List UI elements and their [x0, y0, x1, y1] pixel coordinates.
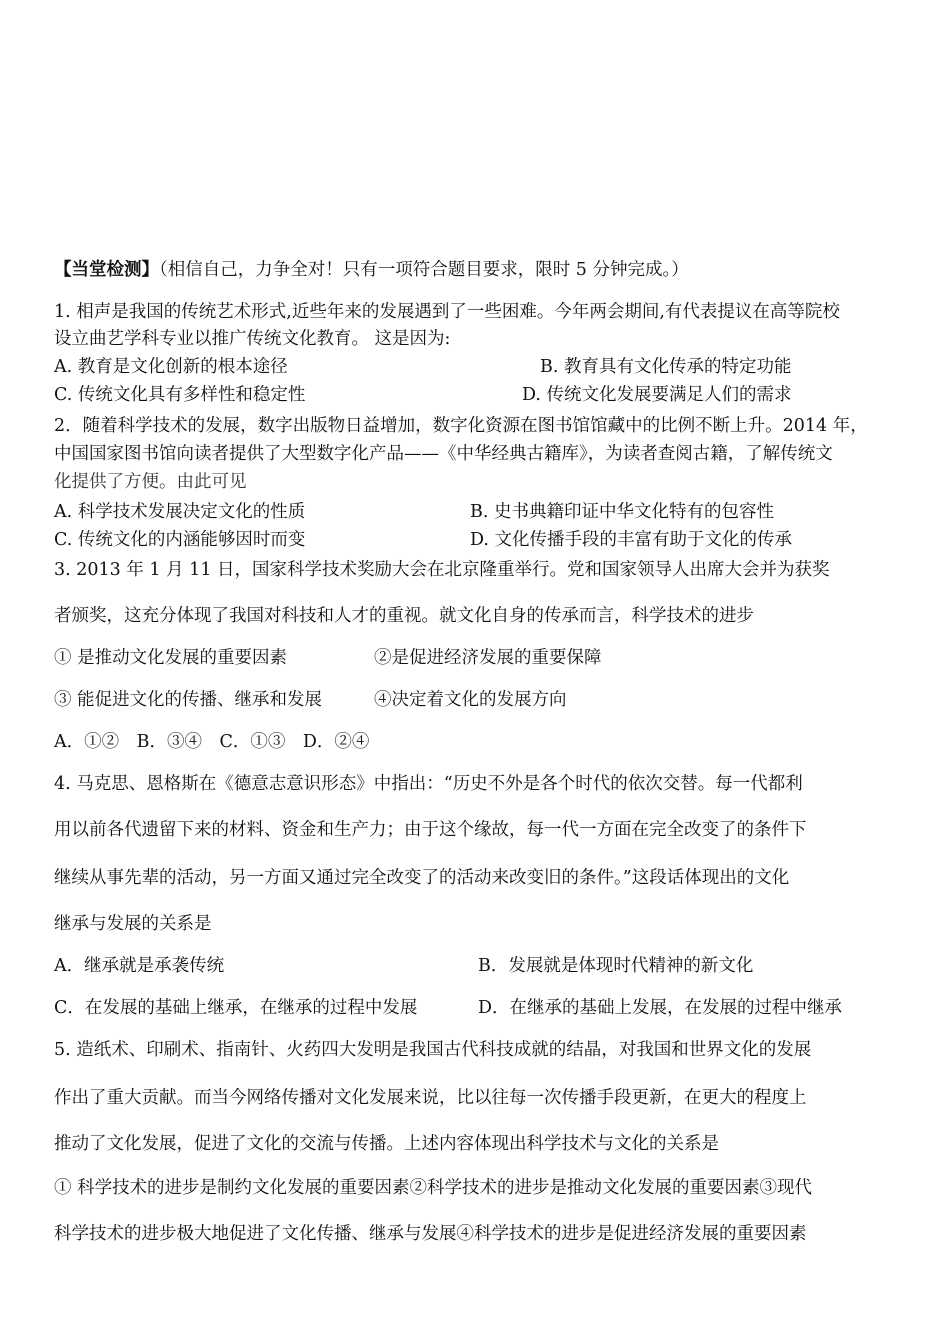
q4-option-a: A．继承就是承袭传统	[54, 956, 225, 976]
q1-option-d: D. 传统文化发展要满足人们的需求	[522, 385, 792, 405]
q5-stem-line: 科学技术的进步极大地促进了文化传播、继承与发展④科学技术的进步是促进经济发展的重要因素	[54, 1224, 807, 1244]
q5-stem-line: ① 科学技术的进步是制约文化发展的重要因素②科学技术的进步是推动文化发展的重要因素③现代	[54, 1178, 813, 1198]
q4-stem-line: 继续从事先辈的活动，另一方面又通过完全改变了的活动来改变旧的条件。”这段话体现出的文化	[54, 868, 790, 888]
q1-stem-line: 设立曲艺学科专业以推广传统文化教育。 这是因为:	[54, 329, 451, 349]
q2-option-a: A. 科学技术发展决定文化的性质	[54, 502, 306, 522]
q2-stem-line: 化提供了方便。由此可见	[54, 472, 247, 492]
section-header	[54, 258, 689, 282]
q4-stem-line: 用以前各代遗留下来的材料、资金和生产力；由于这个缘故，每一代一方面在完全改变了的条件下	[54, 820, 807, 840]
section-title: 【当堂检测】	[54, 260, 159, 280]
q1-option-a: A. 教育是文化创新的根本途径	[54, 357, 288, 377]
q4-option-b: B．发展就是体现时代精神的新文化	[478, 956, 754, 976]
q3-item-3: ③ 能促进文化的传播、继承和发展	[54, 690, 323, 710]
q5-stem-line: 5. 造纸术、印刷术、指南针、火药四大发明是我国古代科技成就的结晶，对我国和世界文化的发展	[54, 1040, 812, 1060]
q3-item-2: ②是促进经济发展的重要保障	[374, 648, 602, 668]
q1-option-c: C. 传统文化具有多样性和稳定性	[54, 385, 306, 405]
q1-stem-line: 1. 相声是我国的传统艺术形式,近些年来的发展遇到了一些困难。今年两会期间,有代表提议在高等院校	[54, 302, 840, 322]
q3-stem-line: 者颁奖，这充分体现了我国对科技和人才的重视。就文化自身的传承而言，科学技术的进步	[54, 606, 754, 626]
q2-stem-line: 2．随着科学技术的发展，数字出版物日益增加，数字化资源在图书馆馆藏中的比例不断上升。2014 年，	[54, 416, 868, 436]
q2-option-b: B. 史书典籍印证中华文化特有的包容性	[470, 502, 774, 522]
q4-option-d: D．在继承的基础上发展，在发展的过程中继承	[478, 998, 843, 1018]
q5-stem-line: 推动了文化发展，促进了文化的交流与传播。上述内容体现出科学技术与文化的关系是	[54, 1134, 719, 1154]
q4-stem-line: 4. 马克思、恩格斯在《德意志意识形态》中指出：“历史不外是各个时代的依次交替。每一代都利	[54, 774, 803, 794]
q3-options: A．①② B．③④ C．①③ D．②④	[54, 732, 370, 752]
q1-option-b: B. 教育具有文化传承的特定功能	[540, 357, 792, 377]
q4-stem-line: 继承与发展的关系是	[54, 914, 212, 934]
q3-stem-line: 3. 2013 年 1 月 11 日，国家科学技术奖励大会在北京隆重举行。党和国家领导人出席大会并为获奖	[54, 560, 830, 580]
q3-item-4: ④决定着文化的发展方向	[374, 690, 567, 710]
section-instruction: （相信自己，力争全对！只有一项符合题目要求，限时 5 分钟完成。）	[159, 260, 689, 280]
q2-option-d: D. 文化传播手段的丰富有助于文化的传承	[470, 530, 793, 550]
q2-stem-line: 中国国家图书馆向读者提供了大型数字化产品——《中华经典古籍库》，为读者查阅古籍，了解传统文	[54, 444, 833, 464]
q3-item-1: ① 是推动文化发展的重要因素	[54, 648, 288, 668]
q2-option-c: C. 传统文化的内涵能够因时而变	[54, 530, 306, 550]
q5-stem-line: 作出了重大贡献。而当今网络传播对文化发展来说，比以往每一次传播手段更新，在更大的程度上	[54, 1088, 807, 1108]
q4-option-c: C．在发展的基础上继承，在继承的过程中发展	[54, 998, 418, 1018]
